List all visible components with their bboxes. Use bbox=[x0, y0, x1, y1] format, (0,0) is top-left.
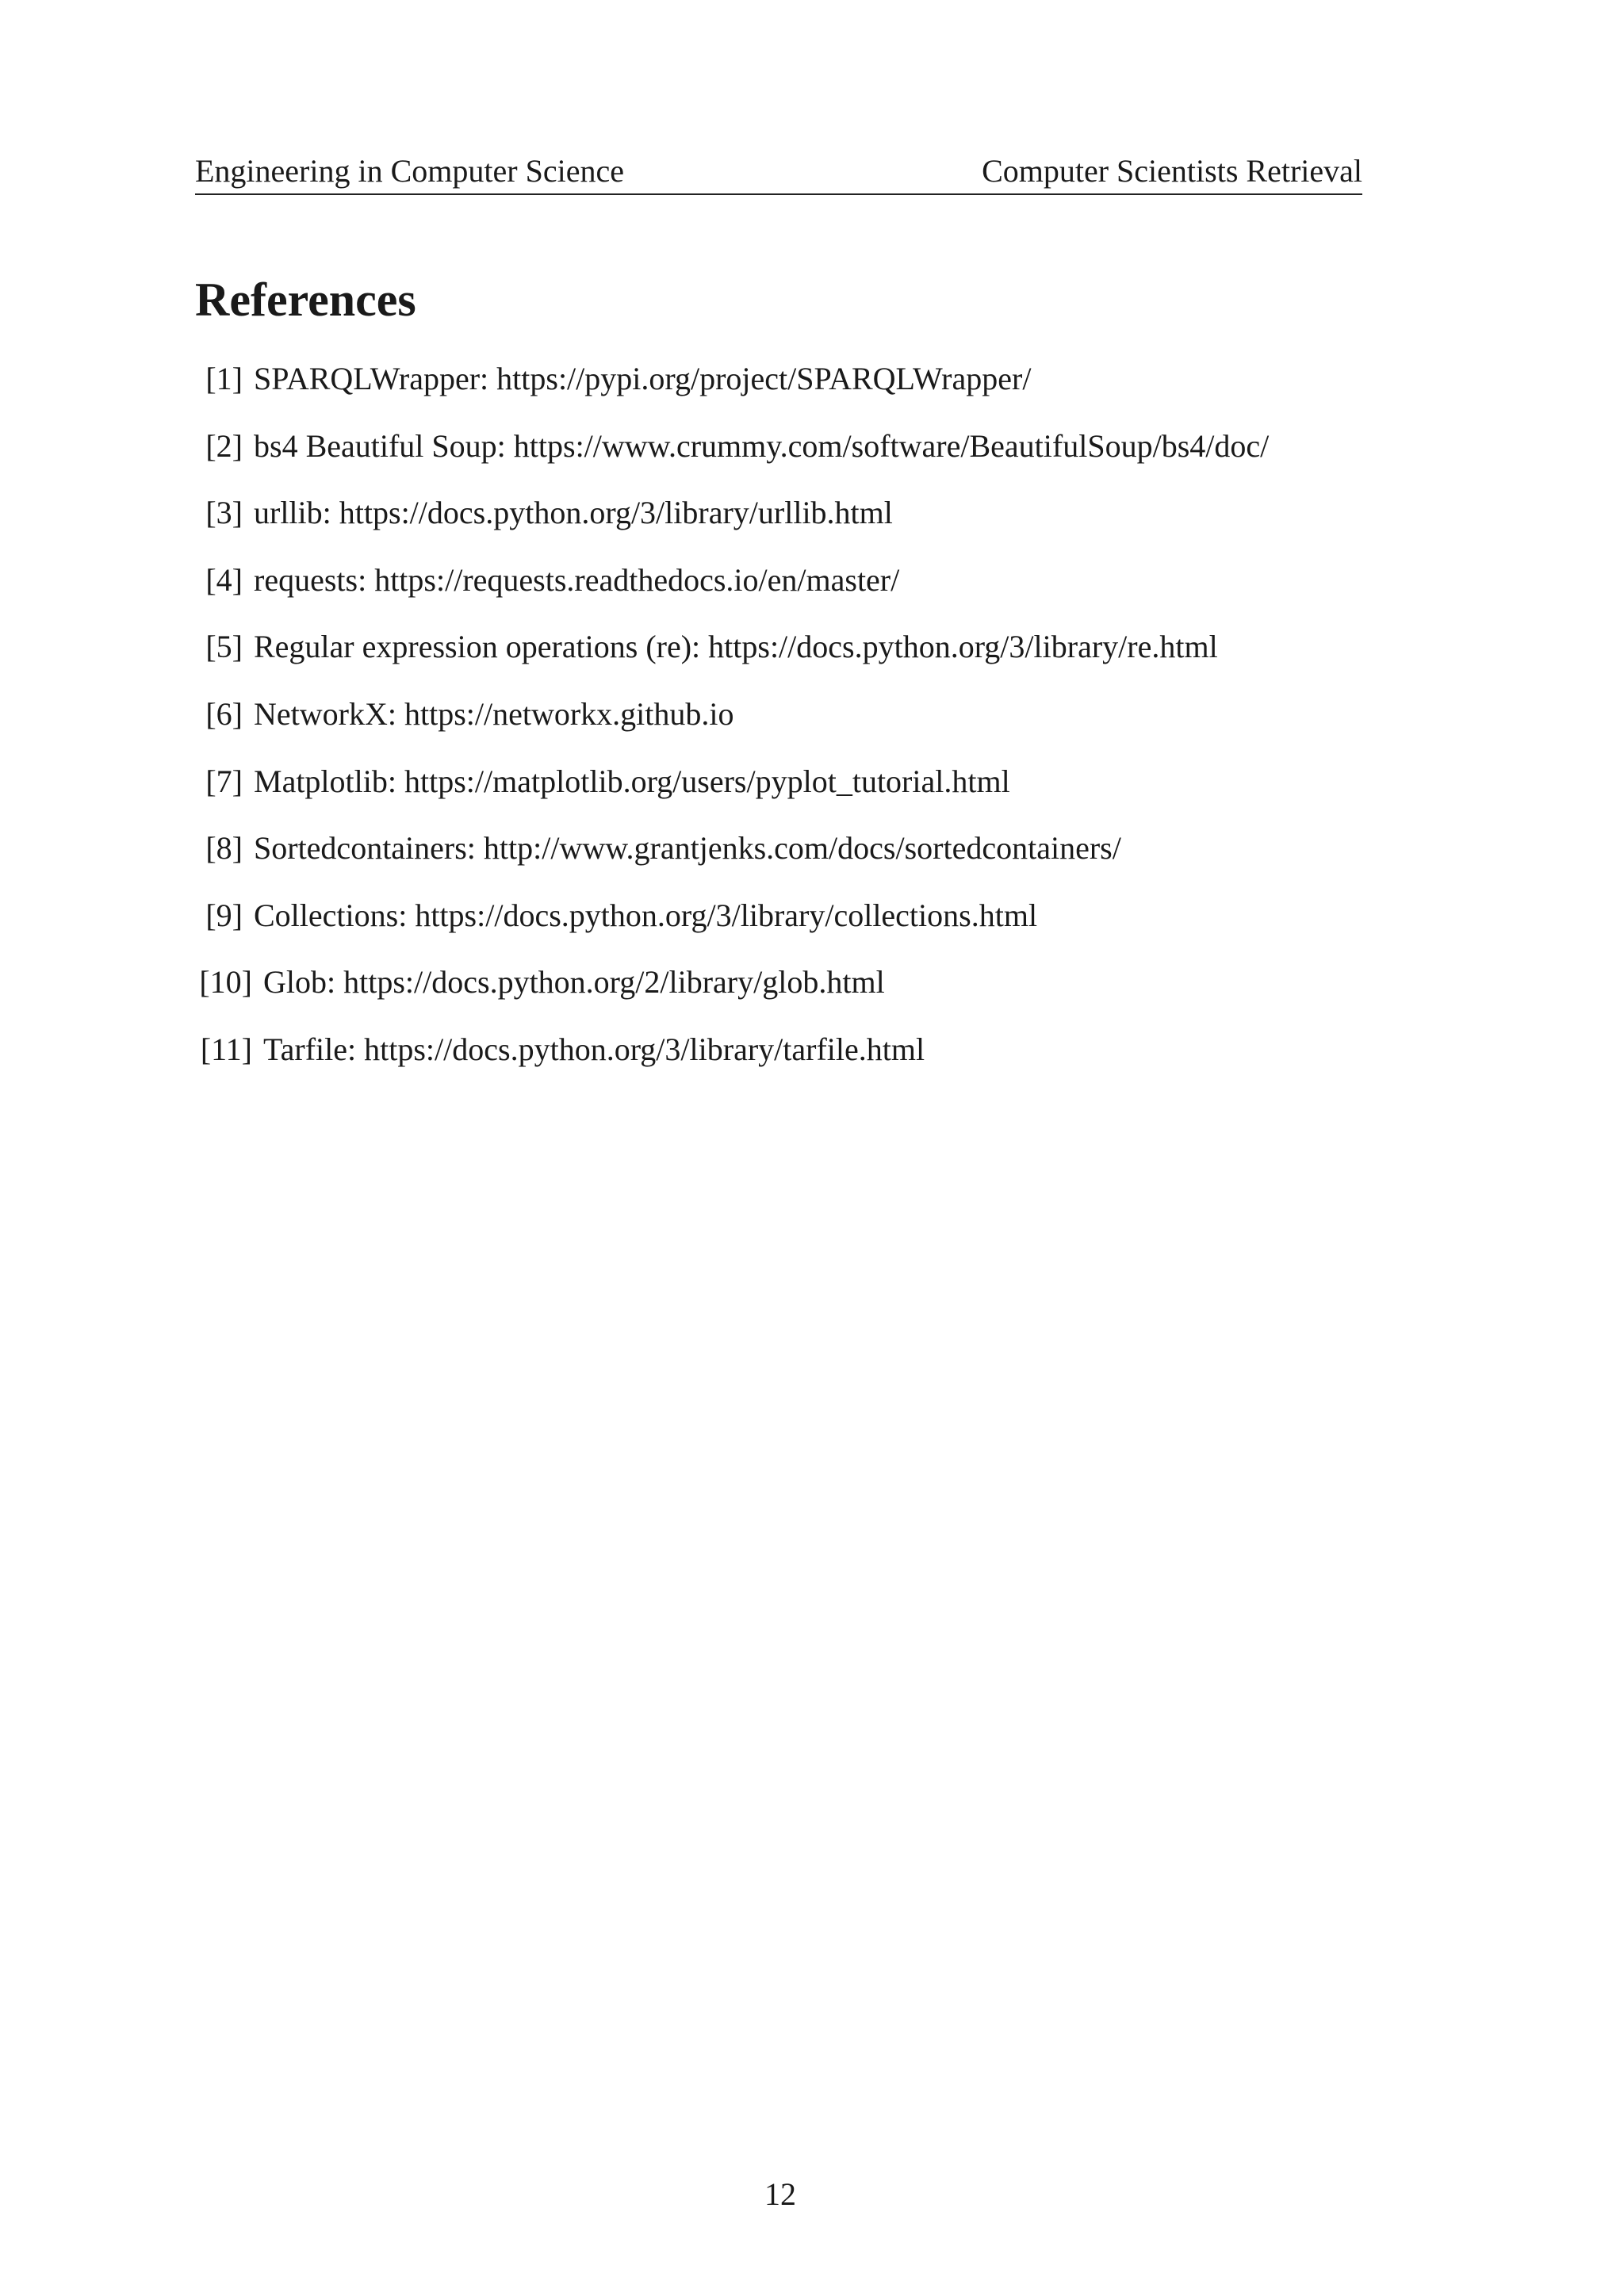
reference-item bbox=[195, 815, 1464, 882]
reference-number: [8] bbox=[205, 830, 243, 867]
running-header bbox=[195, 149, 1362, 195]
reference-number: [11] bbox=[200, 1031, 252, 1067]
reference-item bbox=[195, 547, 1464, 614]
reference-number: [7] bbox=[205, 763, 243, 799]
reference-text: Collections: https://docs.python.org/3/library/collections.html bbox=[254, 897, 1038, 933]
reference-text: Glob: https://docs.python.org/2/library/glob.html bbox=[263, 964, 885, 1001]
reference-list bbox=[195, 346, 1464, 1084]
reference-number: [6] bbox=[205, 695, 243, 732]
reference-text: Matplotlib: https://matplotlib.org/users/pyplot_tutorial.html bbox=[254, 763, 1010, 799]
reference-item bbox=[195, 748, 1464, 816]
reference-item bbox=[195, 413, 1464, 480]
reference-item bbox=[195, 614, 1464, 681]
reference-number: [4] bbox=[205, 561, 243, 598]
page-number: 12 bbox=[764, 2176, 796, 2212]
reference-item bbox=[195, 480, 1464, 547]
reference-text: urllib: https://docs.python.org/3/library/urllib.html bbox=[254, 495, 893, 531]
header-right-title: Computer Scientists Retrieval bbox=[982, 153, 1362, 189]
section-title: References bbox=[195, 274, 416, 326]
reference-text: Regular expression operations (re): https://docs.python.org/3/library/re.html bbox=[254, 629, 1218, 665]
reference-number: [5] bbox=[205, 629, 243, 665]
reference-text: NetworkX: https://networkx.github.io bbox=[254, 695, 734, 732]
reference-item bbox=[195, 1016, 1464, 1084]
reference-text: SPARQLWrapper: https://pypi.org/project/SPARQLWrapper/ bbox=[254, 361, 1032, 396]
reference-text: Tarfile: https://docs.python.org/3/library/tarfile.html bbox=[263, 1031, 925, 1067]
reference-item bbox=[195, 346, 1464, 413]
reference-number: [2] bbox=[205, 427, 243, 464]
reference-text: requests: https://requests.readthedocs.io/en/master/ bbox=[254, 561, 900, 598]
reference-text: Sortedcontainers: http://www.grantjenks.com/docs/sortedcontainers/ bbox=[254, 830, 1121, 867]
reference-text: bs4 Beautiful Soup: https://www.crummy.com/software/BeautifulSoup/bs4/doc/ bbox=[254, 427, 1270, 464]
reference-number: [1] bbox=[205, 361, 243, 396]
header-left-title: Engineering in Computer Science bbox=[195, 153, 624, 189]
reference-item bbox=[195, 681, 1464, 748]
reference-number: [10] bbox=[199, 964, 252, 1001]
reference-item bbox=[195, 882, 1464, 950]
reference-item bbox=[195, 949, 1464, 1016]
reference-number: [3] bbox=[205, 495, 243, 531]
reference-number: [9] bbox=[205, 897, 243, 933]
